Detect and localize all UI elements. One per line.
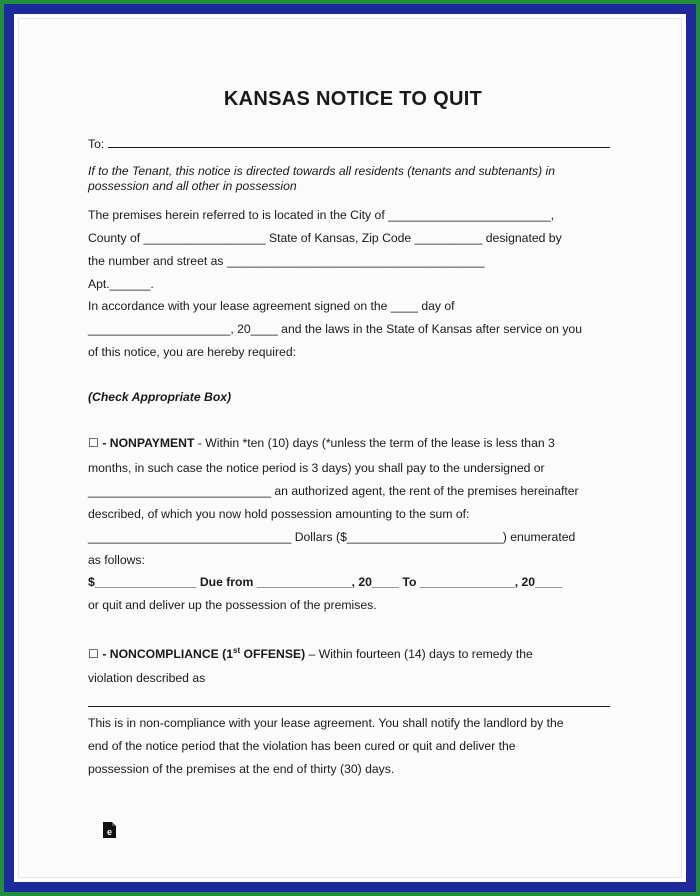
noncompliance-line2: violation described as [88,671,206,685]
violation-blank-line [88,706,610,707]
premises-line1: The premises herein referred to is located in the City of ________________________, [88,208,555,222]
noncompliance-line4: end of the notice period that the violation has been cured or quit and deliver the [88,739,516,753]
nonpayment-line6: as follows: [88,553,145,567]
lease-line2: _____________________, 20____ and the laws in the State of Kansas after service on you [88,322,582,336]
to-note-line1: If to the Tenant, this notice is directed towards all residents (tenants and subtenants) in [88,164,556,178]
nonpayment-line8: or quit and deliver up the possession of the premises. [88,598,377,612]
nonpayment-line5: ______________________________ Dollars ($_______________________) enumerated [88,530,576,544]
to-label: To: [88,137,105,151]
svg-text:e: e [106,827,113,837]
nonpayment-line7: $_______________ Due from ______________, 20____ To ______________, 20____ [88,575,563,589]
check-appropriate-box: (Check Appropriate Box) [88,390,232,404]
premises-line2: County of __________________ State of Kansas, Zip Code __________ designated by [88,231,562,245]
noncompliance-heading-b: OFFENSE) [240,647,306,662]
noncompliance-checkbox[interactable]: ☐ [88,647,99,662]
to-blank [108,136,610,148]
nonpayment-checkbox[interactable]: ☐ [88,436,99,450]
document-page [18,18,682,878]
nonpayment-heading: - NONPAYMENT [102,436,195,450]
doc-logo-icon [103,822,116,838]
nonpayment-line3: ___________________________ an authorized agent, the rent of the premises hereinafter [88,484,579,498]
noncompliance-line1-text: – Within fourteen (14) days to remedy the [305,647,533,662]
document-title: KANSAS NOTICE TO QUIT [223,88,483,110]
noncompliance-line5: possession of the premises at the end of thirty (30) days. [88,762,395,776]
outer-frame [4,4,696,892]
noncompliance-line1 [88,646,533,661]
nonpayment-line2: months, in such case the notice period is 3 days) you shall pay to the undersigned or [88,461,545,475]
nonpayment-line1 [88,436,555,450]
noncompliance-heading-a: - NONCOMPLIANCE (1 [102,647,234,662]
frame-matte [14,14,686,882]
nonpayment-line4: described, of which you now hold possession amounting to the sum of: [88,507,470,521]
to-line [88,136,618,151]
noncompliance-line3: This is in non-compliance with your lease agreement. You shall notify the landlord by the [88,716,564,730]
premises-line3: the number and street as ______________________________________ [88,254,485,268]
lease-line3: of this notice, you are hereby required: [88,345,296,359]
premises-line4: Apt.______. [88,277,154,291]
noncompliance-heading [102,647,305,661]
nonpayment-line1-text: - Within *ten (10) days (*unless the term of the lease is less than 3 [194,436,555,450]
to-note-line2: possession and all other in possession [88,179,297,193]
noncompliance-heading-sup: st [233,646,241,655]
lease-line1: In accordance with your lease agreement signed on the ____ day of [88,299,455,313]
